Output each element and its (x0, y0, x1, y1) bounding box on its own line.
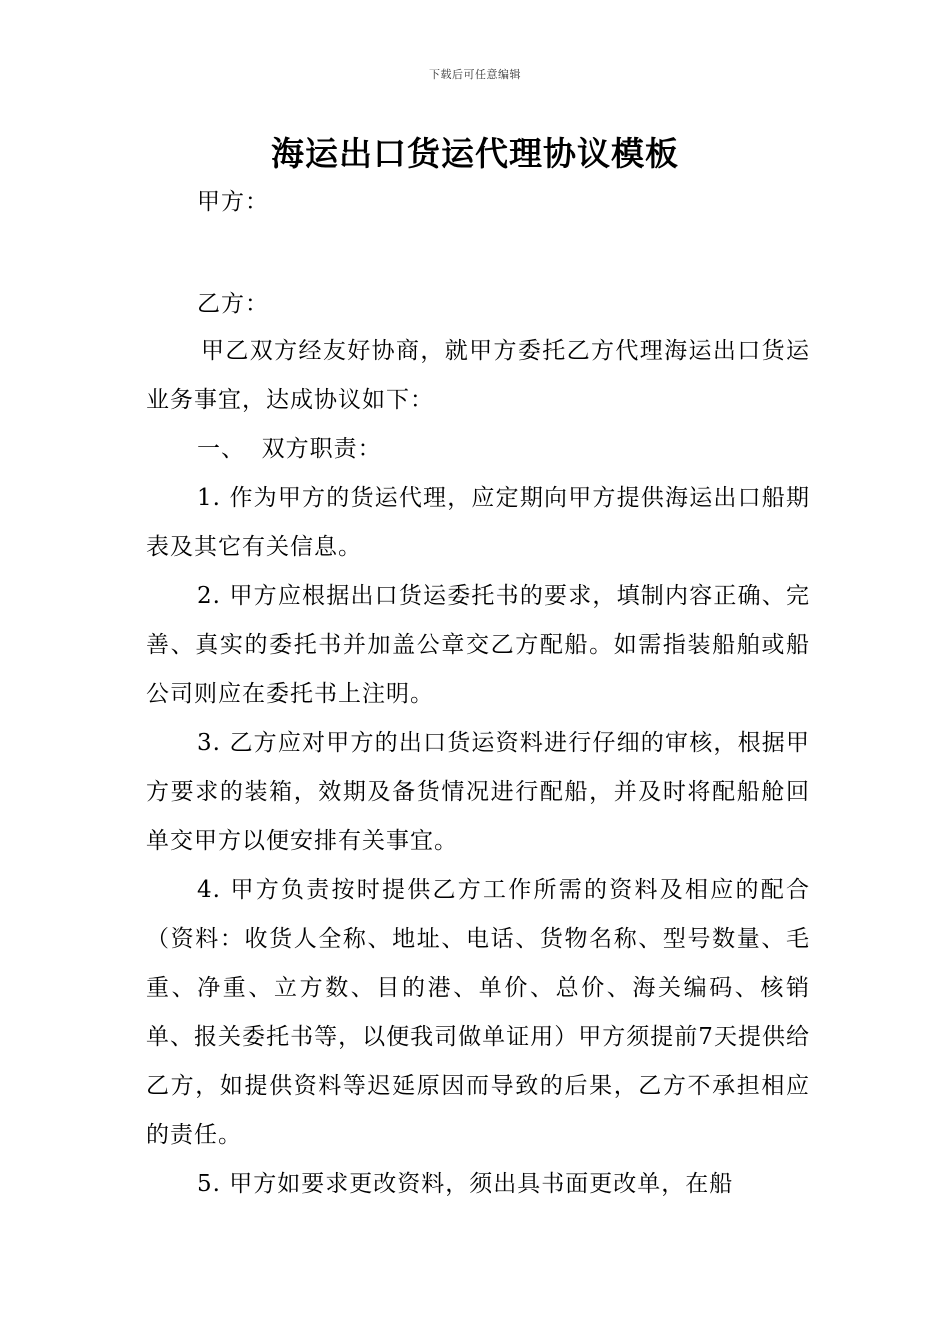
clause-4: 4. 甲方负责按时提供乙方工作所需的资料及相应的配合（资料：收货人全称、地址、电话、货物名称、型号数量、毛重、净重、立方数、目的港、单价、总价、海关编码、核销单、报关委托书等，以便我司做单证用）甲方须提前7天提供给乙方，如提供资料等迟延原因而导致的后果，乙方不承担相应的责任。 (146, 877, 810, 1148)
clause-5: 5. 甲方如要求更改资料，须出具书面更改单，在船 (197, 1171, 734, 1197)
clause-3: 3. 乙方应对甲方的出口货运资料进行仔细的审核，根据甲方要求的装箱，效期及备货情况进行配船，并及时将配船舱回单交甲方以便安排有关事宜。 (146, 730, 810, 854)
party-a-block (146, 178, 810, 227)
clause-1: 1. 作为甲方的货运代理，应定期向甲方提供海运出口船期表及其它有关信息。 (146, 485, 810, 560)
clause-2: 2. 甲方应根据出口货运委托书的要求，填制内容正确、完善、真实的委托书并加盖公章交乙方配船。如需指装船舶或船公司则应在委托书上注明。 (146, 583, 810, 707)
intro-paragraph: 甲乙双方经友好协商，就甲方委托乙方代理海运出口货运业务事宜，达成协议如下： (146, 338, 810, 413)
party-b-label: 乙方： (197, 291, 269, 317)
party-b-block (146, 280, 810, 329)
agreement-body (146, 327, 810, 1209)
document-title: 海运出口货运代理协议模板 (271, 134, 679, 173)
header-note: 下载后可任意编辑 (429, 68, 521, 81)
section-one-heading: 一、 双方职责： (197, 436, 382, 462)
party-a-label: 甲方： (197, 189, 269, 215)
